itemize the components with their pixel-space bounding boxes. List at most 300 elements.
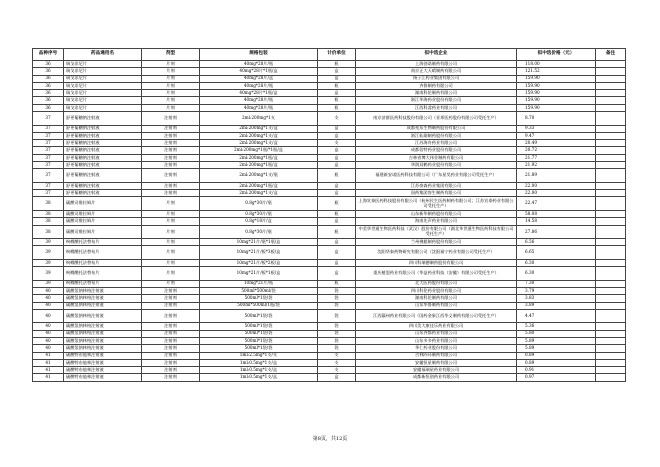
table-cell	[596, 190, 626, 197]
table-cell: 39	[33, 267, 64, 281]
table-row	[33, 140, 626, 147]
table-cell: 注射剂	[142, 337, 200, 344]
table-cell: 39	[33, 280, 64, 287]
table-cell: 重庆植恩药业有限公司（华益药业科技（安徽）有限公司受托生产）	[356, 267, 517, 281]
table-cell: 5.36	[517, 323, 596, 330]
table-cell: 40	[33, 323, 64, 330]
table-row	[33, 218, 626, 225]
table-row	[33, 330, 626, 337]
table-cell	[596, 162, 626, 169]
table-cell: 山东多多药业有限公司	[356, 337, 517, 344]
table-cell: 瑞戈非尼片	[64, 61, 142, 68]
table-cell	[596, 359, 626, 366]
table-cell	[596, 182, 626, 189]
table-cell: 1ml:0.5mg*1支/盒	[200, 374, 318, 381]
table-cell: 盒	[318, 374, 356, 381]
table-cell: 片剂	[142, 75, 200, 82]
table-row	[33, 323, 626, 330]
table-row	[33, 367, 626, 374]
table-cell: 38	[33, 197, 64, 211]
table-cell: 瑞戈非尼片	[64, 68, 142, 75]
table-cell: 37	[33, 154, 64, 161]
table-cell: 41	[33, 374, 64, 381]
table-cell: 5.80	[517, 330, 596, 337]
table-cell: 500ml*500ml/袋	[200, 287, 318, 294]
table-cell: 袋	[318, 345, 356, 352]
table-cell: 0.97	[517, 374, 596, 381]
table-cell: 37	[33, 132, 64, 139]
table-cell: 枸橼酸托法替布片	[64, 267, 142, 281]
table-cell	[596, 239, 626, 246]
table-cell	[596, 97, 626, 104]
table-cell: 36	[33, 82, 64, 89]
table-cell: 9.47	[517, 132, 596, 139]
table-cell: 支	[318, 359, 356, 366]
table-cell: 袋	[318, 309, 356, 323]
table-cell: 片剂	[142, 218, 200, 225]
header-spec: 规格包装	[200, 49, 318, 61]
table-cell: 20.72	[517, 147, 596, 154]
table-row	[33, 90, 626, 97]
table-cell: 碳酸氢钠林格注射液	[64, 302, 142, 309]
table-cell: 注射剂	[142, 367, 200, 374]
table-cell: 注射剂	[142, 154, 200, 161]
table-cell	[596, 61, 626, 68]
table-cell: 江西科睿药业有限公司	[356, 104, 517, 111]
table-cell: 2ml:200mg*1支/盒	[200, 190, 318, 197]
table-cell: 38	[33, 210, 64, 217]
table-cell	[596, 367, 626, 374]
table-cell: 121.52	[517, 68, 596, 75]
table-cell: 片剂	[142, 225, 200, 239]
table-cell: 湖南科伦制药有限公司	[356, 295, 517, 302]
table-cell: 36	[33, 68, 64, 75]
table-cell: 江苏豪森药业集团有限公司	[356, 182, 517, 189]
header-company: 拟中选企业	[356, 49, 517, 61]
table-cell: 159.90	[517, 104, 596, 111]
table-cell: 10mg*21片/板*2板/盒	[200, 259, 318, 266]
table-row	[33, 246, 626, 260]
table-cell: 盒	[318, 75, 356, 82]
header-price: 拟中选价格（元）	[517, 49, 596, 61]
table-cell: 片剂	[142, 246, 200, 260]
table-cell: 2ml:200mg*1瓶/盒	[200, 162, 318, 169]
table-row	[33, 190, 626, 197]
table-cell: 浙江华海药业股份有限公司	[356, 97, 517, 104]
table-cell: 袋	[318, 287, 356, 294]
table-cell: 22.00	[517, 182, 596, 189]
table-cell	[596, 302, 626, 309]
table-cell: 瑞戈非尼片	[64, 75, 142, 82]
table-cell: 江西赣州药业有限公司（国药金象江西华义制药有限公司受托生产）	[356, 309, 517, 323]
table-cell: 2ml:200mg*1支/盒	[200, 125, 318, 132]
table-cell: 舒更葡糖钠注射液	[64, 190, 142, 197]
table-cell: 注射剂	[142, 132, 200, 139]
table-cell: 瑞戈非尼片	[64, 97, 142, 104]
table-cell: 注射剂	[142, 295, 200, 302]
table-cell: 1ml:0.5mg*1支/盒	[200, 359, 318, 366]
table-row	[33, 280, 626, 287]
table-cell: 片剂	[142, 104, 200, 111]
table-cell: 华仁药业股份有限公司	[356, 345, 517, 352]
table-cell: 碳酸氢钠林格注射液	[64, 330, 142, 337]
table-cell: 片剂	[142, 280, 200, 287]
table-cell: 500ml*1袋/袋	[200, 345, 318, 352]
table-cell: 碳酸氢钠林格注射液	[64, 323, 142, 330]
table-cell: 1ml:0.5mg*1支/盒	[200, 367, 318, 374]
table-row	[33, 125, 626, 132]
table-row	[33, 154, 626, 161]
table-cell: 0.8g*18片/盒	[200, 218, 318, 225]
header-remark: 备注	[596, 49, 626, 61]
table-cell	[596, 323, 626, 330]
table-cell: 40mg*28片/瓶	[200, 104, 318, 111]
table-cell: 上海宣泰医药科技股份有限公司（杭州民生医药制药有限公司；江苏宣泰药业有限公司受托生产）	[356, 197, 517, 211]
table-cell: 舒更葡糖钠注射液	[64, 147, 142, 154]
table-cell: 37	[33, 182, 64, 189]
table-cell: 7.30	[517, 280, 596, 287]
table-row	[33, 182, 626, 189]
table-cell: 舒更葡糖钠注射液	[64, 140, 142, 147]
table-cell: 注射剂	[142, 140, 200, 147]
table-cell: 国药集团容生制药有限公司	[356, 190, 517, 197]
drug-price-table	[32, 48, 626, 382]
table-cell: 盒	[318, 125, 356, 132]
table-cell: 39	[33, 246, 64, 260]
table-cell: 41	[33, 367, 64, 374]
table-cell: 37	[33, 147, 64, 154]
table-cell: 40	[33, 295, 64, 302]
table-cell: 盒	[318, 132, 356, 139]
table-cell: 40mg*28片*1瓶/盒	[200, 68, 318, 75]
table-cell: 齐鲁制药有限公司	[356, 82, 517, 89]
table-cell: 瓶	[318, 225, 356, 239]
table-cell: 40mg*28片/盒	[200, 75, 318, 82]
table-row	[33, 267, 626, 281]
table-cell: 瓶	[318, 169, 356, 183]
table-cell: 21.89	[517, 169, 596, 183]
table-cell: 枸橼酸托法替布片	[64, 239, 142, 246]
table-cell: 注射剂	[142, 190, 200, 197]
table-cell: 山东新华制药股份有限公司	[356, 210, 517, 217]
table-cell: 注射剂	[142, 352, 200, 359]
table-cell: 碳酸司维拉姆片	[64, 218, 142, 225]
table-row	[33, 104, 626, 111]
table-cell: 兰州佛慈制药股份有限公司	[356, 239, 517, 246]
header-unit: 计价单位	[318, 49, 356, 61]
table-cell: 39	[33, 239, 64, 246]
table-cell: 支	[318, 140, 356, 147]
table-cell: 37	[33, 140, 64, 147]
table-cell: 舒更葡糖钠注射液	[64, 125, 142, 132]
table-cell: 瓶	[318, 82, 356, 89]
header-drug-name: 药品通用名	[64, 49, 142, 61]
table-cell: 碳酸司维拉姆片	[64, 225, 142, 239]
table-header-row	[33, 49, 626, 61]
table-cell: 注射剂	[142, 182, 200, 189]
table-cell: 0.89	[517, 359, 596, 366]
table-cell: 37	[33, 190, 64, 197]
table-cell	[596, 104, 626, 111]
table-cell: 3.79	[517, 287, 596, 294]
table-cell: 吉林省博大伟业制药有限公司	[356, 154, 517, 161]
table-cell: 14.58	[517, 218, 596, 225]
table-cell: 碳酸司维拉姆片	[64, 210, 142, 217]
table-cell: 500ml*1袋/袋	[200, 323, 318, 330]
table-cell: 支	[318, 367, 356, 374]
table-cell: 40mg*28片/瓶	[200, 97, 318, 104]
table-cell: 袋	[318, 330, 356, 337]
table-cell: 山东齐都药业有限公司	[356, 330, 517, 337]
table-cell: 袋	[318, 302, 356, 309]
table-row	[33, 259, 626, 266]
table-cell: 500ml*1袋/袋	[200, 309, 318, 323]
table-cell: 22.00	[517, 190, 596, 197]
table-cell: 6.30	[517, 267, 596, 281]
table-cell: 6.65	[517, 246, 596, 260]
table-row	[33, 197, 626, 211]
table-cell: 2ml:200mg*1支/盒	[200, 140, 318, 147]
table-cell: 盒	[318, 68, 356, 75]
table-cell: 盒	[318, 190, 356, 197]
table-cell: 10mg*21片/板*1板/盒	[200, 267, 318, 281]
table-cell	[596, 210, 626, 217]
table-cell: 瓶	[318, 97, 356, 104]
table-cell: 40	[33, 309, 64, 323]
table-cell	[596, 267, 626, 281]
table-cell: 注射剂	[142, 374, 200, 381]
table-cell	[596, 259, 626, 266]
table-body	[33, 61, 626, 382]
table-cell: 瓶	[318, 61, 356, 68]
table-cell: 瓶	[318, 197, 356, 211]
table-cell	[596, 132, 626, 139]
table-cell	[596, 169, 626, 183]
table-cell: 袋	[318, 295, 356, 302]
table-cell: 支	[318, 352, 356, 359]
table-cell: 海南先声药业有限公司	[356, 218, 517, 225]
table-cell: 扬子江药业集团有限公司	[356, 75, 517, 82]
table-cell: 注射剂	[142, 147, 200, 154]
table-cell: 硫酸特布他林注射液	[64, 367, 142, 374]
table-cell: 瓶	[318, 104, 356, 111]
table-cell: 注射剂	[142, 112, 200, 126]
table-cell: 枸橼酸托法替布片	[64, 259, 142, 266]
table-row	[33, 210, 626, 217]
table-cell: 片剂	[142, 267, 200, 281]
table-row	[33, 302, 626, 309]
table-cell: 片剂	[142, 90, 200, 97]
table-cell: 38	[33, 218, 64, 225]
table-cell: 2ml:200mg*1支/瓶	[200, 169, 318, 183]
table-cell: 159.90	[517, 90, 596, 97]
table-cell: 2ml:200mg*1瓶/盒	[200, 154, 318, 161]
table-cell	[596, 82, 626, 89]
table-row	[33, 374, 626, 381]
table-cell: 硫酸特布他林注射液	[64, 352, 142, 359]
header-seq: 品种序号	[33, 49, 64, 61]
table-cell: 舒更葡糖钠注射液	[64, 112, 142, 126]
table-cell: 江苏海舟药业有限公司	[356, 140, 517, 147]
table-cell: 碳酸氢钠林格注射液	[64, 287, 142, 294]
table-row	[33, 337, 626, 344]
table-cell: 37	[33, 112, 64, 126]
table-cell: 盒	[318, 90, 356, 97]
table-cell: 袋	[318, 337, 356, 344]
table-cell: 沈阳华泰药物研究有限公司（沈阳福宁药业有限公司受托生产）	[356, 246, 517, 260]
table-cell	[596, 345, 626, 352]
table-row	[33, 295, 626, 302]
table-row	[33, 169, 626, 183]
table-row	[33, 239, 626, 246]
table-cell: 58.08	[517, 210, 596, 217]
table-cell: 37	[33, 162, 64, 169]
table-cell: 0.8g*30片/瓶	[200, 197, 318, 211]
table-cell: 安徽福瑞星药业有限公司	[356, 367, 517, 374]
table-cell: 碳酸司维拉姆片	[64, 197, 142, 211]
table-cell: 5.89	[517, 337, 596, 344]
table-cell	[596, 90, 626, 97]
table-cell: 注射剂	[142, 309, 200, 323]
table-cell: 36	[33, 90, 64, 97]
table-row	[33, 82, 626, 89]
table-cell: 27.86	[517, 225, 596, 239]
table-cell: 2ml:200mg*1瓶/盒	[200, 182, 318, 189]
table-row	[33, 147, 626, 154]
table-cell: 盒	[318, 239, 356, 246]
table-cell	[596, 246, 626, 260]
table-cell	[596, 374, 626, 381]
table-cell: 北大医药股份有限公司	[356, 280, 517, 287]
table-row	[33, 132, 626, 139]
table-cell: 118.00	[517, 61, 596, 68]
table-cell: 舒更葡糖钠注射液	[64, 182, 142, 189]
table-cell: 碳酸氢钠林格注射液	[64, 345, 142, 352]
table-row	[33, 345, 626, 352]
table-cell: 舒更葡糖钠注射液	[64, 162, 142, 169]
table-cell: 40	[33, 330, 64, 337]
table-cell: 盒	[318, 162, 356, 169]
table-cell: 0.89	[517, 352, 596, 359]
table-cell: 21.92	[517, 162, 596, 169]
table-cell: 瓶	[318, 210, 356, 217]
table-cell: 38	[33, 225, 64, 239]
table-cell: 片剂	[142, 259, 200, 266]
table-cell: 40	[33, 337, 64, 344]
table-cell	[596, 147, 626, 154]
table-cell: 袋	[318, 323, 356, 330]
table-cell: 0.91	[517, 367, 596, 374]
table-cell: 湖南科伦制药有限公司	[356, 90, 517, 97]
table-cell: 36	[33, 97, 64, 104]
table-cell: 片剂	[142, 82, 200, 89]
table-cell: 片剂	[142, 97, 200, 104]
table-cell: 四川科伦药业股份有限公司	[356, 287, 517, 294]
table-cell: 39	[33, 259, 64, 266]
table-cell: 碳酸氢钠林格注射液	[64, 295, 142, 302]
table-cell: 3.83	[517, 295, 596, 302]
table-row	[33, 287, 626, 294]
table-cell: 10mg*21片/瓶	[200, 280, 318, 287]
table-cell	[596, 75, 626, 82]
table-cell: 片剂	[142, 61, 200, 68]
table-cell: 159.90	[517, 97, 596, 104]
table-cell: 瑞戈非尼片	[64, 82, 142, 89]
table-cell: 枸橼酸托法替布片	[64, 280, 142, 287]
table-cell: 5.89	[517, 345, 596, 352]
table-cell: 9.33	[517, 125, 596, 132]
table-cell: 碳酸氢钠林格注射液	[64, 309, 142, 323]
table-cell: 舒更葡糖钠注射液	[64, 132, 142, 139]
table-cell: 注射剂	[142, 162, 200, 169]
table-cell: 片剂	[142, 197, 200, 211]
table-cell: 浙江仙琚制药股份有限公司	[356, 132, 517, 139]
table-cell: 8.70	[517, 112, 596, 126]
table-cell: 中美华世通生物医药科技（武汉）股份有限公司（湖北华世通生物医药科技有限公司受托生产）	[356, 225, 517, 239]
table-cell: 2ml:200mg*1支	[200, 112, 318, 126]
table-row	[33, 75, 626, 82]
table-cell: 片剂	[142, 68, 200, 75]
table-cell	[596, 112, 626, 126]
table-cell: 吉林四环制药有限公司	[356, 352, 517, 359]
table-cell	[596, 309, 626, 323]
table-cell: 成都倍特药业股份有限公司	[356, 147, 517, 154]
table-cell: 40mg*28片/瓶	[200, 82, 318, 89]
table-row	[33, 359, 626, 366]
table-cell: 3.89	[517, 302, 596, 309]
table-cell: 成都新恒创药业有限公司	[356, 374, 517, 381]
table-cell	[596, 280, 626, 287]
table-cell	[596, 287, 626, 294]
table-cell: 盒	[318, 182, 356, 189]
table-row	[33, 112, 626, 126]
table-row	[33, 225, 626, 239]
table-cell: 盒	[318, 267, 356, 281]
table-cell	[596, 140, 626, 147]
table-cell: 盒	[318, 218, 356, 225]
table-cell: 6.30	[517, 259, 596, 266]
table-cell: 159.90	[517, 75, 596, 82]
table-cell: 500ml*500ml/1瓶/袋	[200, 302, 318, 309]
table-cell: 36	[33, 61, 64, 68]
table-cell	[596, 154, 626, 161]
table-cell: 四川科瑞德制药股份有限公司	[356, 259, 517, 266]
table-cell: 硫酸特布他林注射液	[64, 359, 142, 366]
table-cell: 注射剂	[142, 125, 200, 132]
table-cell: 2ml:200mg*1瓶/*1瓶/盒	[200, 147, 318, 154]
table-cell: 37	[33, 169, 64, 183]
table-cell: 6.56	[517, 239, 596, 246]
table-cell: 41	[33, 359, 64, 366]
table-row	[33, 309, 626, 323]
table-cell: 22.47	[517, 197, 596, 211]
table-row	[33, 68, 626, 75]
page-footer: 第8页，共12页	[312, 436, 348, 442]
table-cell: 盒	[318, 259, 356, 266]
table-cell	[596, 218, 626, 225]
table-cell: 安徽恒星制药有限公司	[356, 359, 517, 366]
table-cell: 500ml*1袋/袋	[200, 337, 318, 344]
table-cell: 注射剂	[142, 330, 200, 337]
table-cell: 36	[33, 104, 64, 111]
table-row	[33, 352, 626, 359]
table-cell: 40mg*28片*1瓶/盒	[200, 90, 318, 97]
table-cell: 碳酸氢钠林格注射液	[64, 337, 142, 344]
table-cell	[596, 197, 626, 211]
table-cell: 37	[33, 125, 64, 132]
table-cell: 注射剂	[142, 345, 200, 352]
table-cell: 注射剂	[142, 359, 200, 366]
